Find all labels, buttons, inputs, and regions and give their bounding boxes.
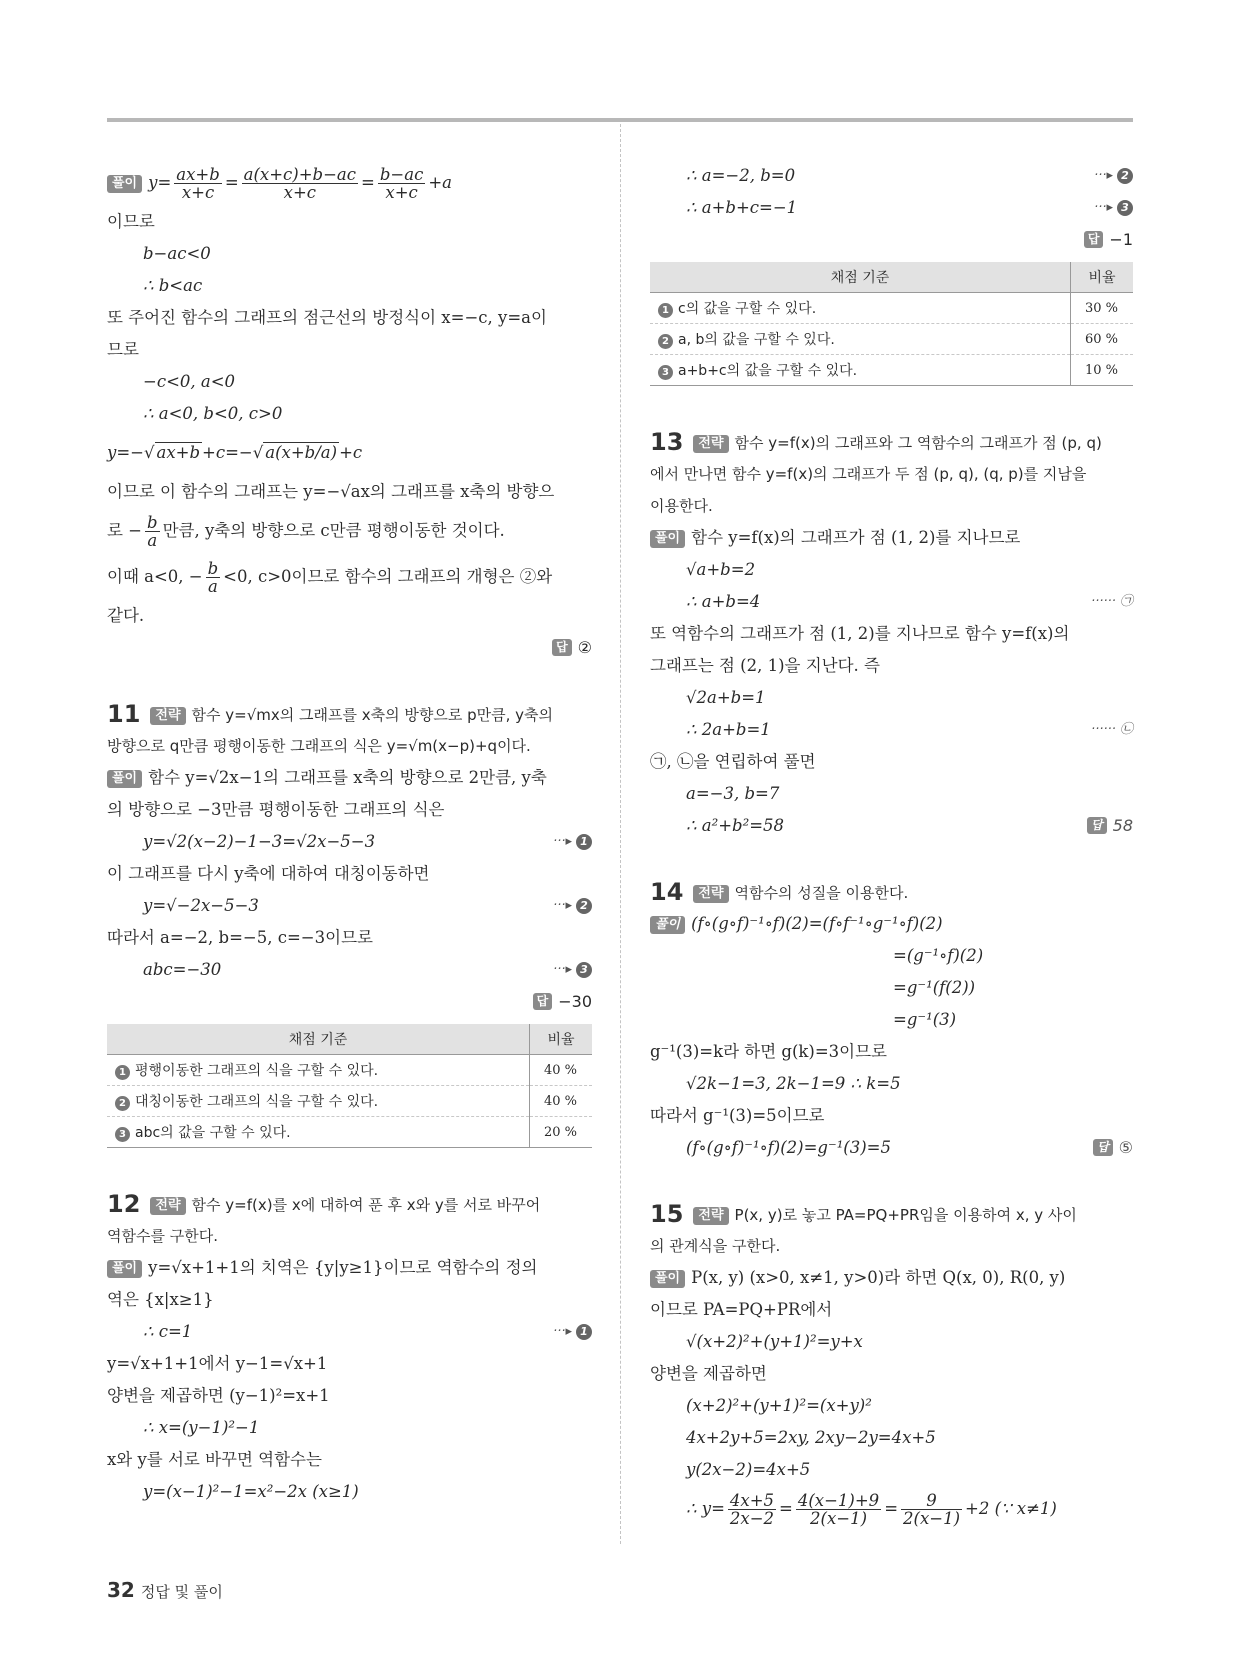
- solution-text: ㉠, ㉡을 연립하여 풀면: [650, 752, 816, 771]
- solution-text: 로 − $\frac{b}{a}$ 만큼, y축의 방향으로 c만큼 평행이동한 것이다.: [107, 513, 505, 550]
- solution-10-line-1: 풀이 y= $\frac{ax+b}{x+c}$ = $\frac{a(x+c)+b-ac}{x+c}$ = $\frac{b-ac}{x+c}$ +a: [107, 160, 592, 206]
- problem-15-strategy: 15 전략 P(x, y)로 놓고 PA=PQ+PR임을 이용하여 x, y 사이: [650, 1200, 1077, 1228]
- problem-number: 11: [107, 700, 141, 728]
- solution-text: (x+2)²+(y+1)²=(x+y)²: [686, 1396, 872, 1415]
- solution-14-line-1: 풀이 (f∘(g∘f)⁻¹∘f)(2)=(f∘f⁻¹∘g⁻¹∘f)(2): [650, 908, 1133, 940]
- solution-text: ∴ a²+b²=58 답 58: [686, 816, 1133, 835]
- solution-text: y(2x−2)=4x+5: [686, 1460, 811, 1479]
- solution-text: 이때 a<0, − $\frac{b}{a}$ <0, c>0이므로 함수의 그래프의 개형은 ②와: [107, 559, 553, 596]
- problem-11-strategy: 11 전략 함수 y=√mx의 그래프를 x축의 방향으로 p만큼, y축의: [107, 700, 554, 728]
- footer-title: 정답 및 풀이: [140, 1583, 223, 1601]
- table-row: 3 abc의 값을 구할 수 있다. 20 %: [107, 1117, 592, 1148]
- solution-text: 따라서 g⁻¹(3)=5이므로: [650, 1106, 825, 1125]
- solution-text: 므로: [107, 340, 139, 359]
- solution-text: 의 방향으로 −3만큼 평행이동한 그래프의 식은: [107, 800, 445, 819]
- answer-10: 답 ②: [107, 632, 592, 664]
- solution-text: b−ac<0: [143, 244, 211, 263]
- solution-text: abc=−30 ···▸ 3: [107, 954, 592, 986]
- solution-text: 양변을 제곱하면 (y−1)²=x+1: [107, 1386, 330, 1405]
- solution-text: ∴ a+b+c=−1 ···▸ 3: [650, 192, 1133, 224]
- strategy-text: 의 관계식을 구한다.: [650, 1237, 781, 1255]
- fraction: $\frac{ax+b}{x+c}$: [176, 165, 220, 202]
- strategy-text: 에서 만나면 함수 y=f(x)의 그래프가 두 점 (p, q), (q, p)를 지남을: [650, 465, 1087, 483]
- solution-text: x와 y를 서로 바꾸면 역함수는: [107, 1450, 322, 1469]
- solution-equation: y=−√ ax+b +c=−√ a(x+b/a) +c: [107, 443, 363, 462]
- solution-tag: 풀이: [107, 175, 142, 193]
- solution-text: ∴ 2a+b=1 ······ ㉡: [686, 720, 1133, 739]
- solution-text: ∴ b<ac: [143, 276, 203, 295]
- problem-number: 12: [107, 1190, 141, 1218]
- solution-text: 이므로 PA=PQ+PR에서: [650, 1300, 833, 1319]
- solution-text: −c<0, a<0: [143, 372, 236, 391]
- solution-text: 따라서 a=−2, b=−5, c=−3이므로: [107, 928, 373, 947]
- fraction: $\frac{4(x-1)+9}{2(x-1)}$: [797, 1491, 880, 1528]
- solution-text: √a+b=2: [686, 560, 756, 579]
- solution-text: 이므로 이 함수의 그래프는 y=−√ax의 그래프를 x축의 방향으: [107, 482, 555, 501]
- solution-12-line-1: 풀이 y=√x+1+1의 치역은 {y|y≥1}이므로 역함수의 정의: [107, 1252, 592, 1284]
- top-rule: [107, 118, 1133, 122]
- solution-11-line-1: 풀이 함수 y=√2x−1의 그래프를 x축의 방향으로 2만큼, y축: [107, 762, 592, 794]
- solution-15-line-1: 풀이 P(x, y) (x>0, x≠1, y>0)라 하면 Q(x, 0), R(0, y): [650, 1262, 1133, 1294]
- solution-text: 또 역함수의 그래프가 점 (1, 2)를 지나므로 함수 y=f(x)의: [650, 624, 1070, 643]
- solution-text: √(x+2)²+(y+1)²=y+x: [686, 1332, 863, 1351]
- solution-text: =g⁻¹(f(2)): [893, 978, 976, 997]
- solution-text: 역은 {x|x≥1}: [107, 1290, 214, 1309]
- fraction: $\frac{9}{2(x-1)}$: [903, 1491, 961, 1528]
- solution-equation: ∴ y= $\frac{4x+5}{2x-2}$ = $\frac{4(x-1)+9}{2(x-1)}$ = $\frac{9}{2(x-1)}$ +2 (∵ x≠1): [686, 1491, 1057, 1528]
- scoring-table-12: 채점 기준 비율 1 c의 값을 구할 수 있다. 30 % 2 a, b의 값을 구할 수 있다. 60 % 3 a+b+c의 값을 구할 수 있다. 10 %: [650, 262, 1133, 386]
- solution-text: y=(x−1)²−1=x²−2x (x≥1): [143, 1482, 359, 1501]
- solution-text: ∴ a<0, b<0, c>0: [143, 404, 283, 423]
- solution-text: =g⁻¹(3): [893, 1010, 957, 1029]
- fraction: $\frac{b}{a}$: [207, 559, 219, 596]
- solution-text: ∴ x=(y−1)²−1: [143, 1418, 260, 1437]
- problem-14-strategy: 14 전략 역함수의 성질을 이용한다.: [650, 878, 909, 906]
- table-row: 1 평행이동한 그래프의 식을 구할 수 있다. 40 %: [107, 1055, 592, 1086]
- scoring-table-11: 채점 기준 비율 1 평행이동한 그래프의 식을 구할 수 있다. 40 % 2 대칭이동한 그래프의 식을 구할 수 있다. 40 % 3 abc의 값을 구할 수 있다. 20 %: [107, 1024, 592, 1148]
- fraction: $\frac{4x+5}{2x-2}$: [729, 1491, 775, 1528]
- solution-text: y=√x+1+1에서 y−1=√x+1: [107, 1354, 328, 1373]
- solution-text: 4x+2y+5=2xy, 2xy−2y=4x+5: [686, 1428, 936, 1447]
- right-column: [650, 160, 1133, 1532]
- fraction: $\frac{b-ac}{x+c}$: [379, 165, 424, 202]
- solution-text: 양변을 제곱하면: [650, 1364, 767, 1383]
- answer-11: 답 −30: [107, 986, 592, 1018]
- solution-text: a=−3, b=7: [686, 784, 780, 803]
- solution-text: ∴ c=1 ···▸ 1: [107, 1316, 592, 1348]
- left-column: [107, 160, 592, 1508]
- fraction: $\frac{b}{a}$: [147, 513, 158, 550]
- solution-text: 같다.: [107, 606, 145, 625]
- table-row: 2 대칭이동한 그래프의 식을 구할 수 있다. 40 %: [107, 1086, 592, 1117]
- solution-text: 이 그래프를 다시 y축에 대하여 대칭이동하면: [107, 864, 430, 883]
- problem-number: 13: [650, 428, 684, 456]
- solution-text: 그래프는 점 (2, 1)을 지난다. 즉: [650, 656, 880, 675]
- strategy-text: 이용한다.: [650, 497, 713, 515]
- problem-12-strategy: 12 전략 함수 y=f(x)를 x에 대하여 푼 후 x와 y를 서로 바꾸어: [107, 1190, 541, 1218]
- table-row: 3 a+b+c의 값을 구할 수 있다. 10 %: [650, 355, 1133, 386]
- solution-text: 또 주어진 함수의 그래프의 점근선의 방정식이 x=−c, y=a이: [107, 308, 547, 327]
- answer-12: 답 −1: [650, 224, 1133, 256]
- problem-number: 15: [650, 1200, 684, 1228]
- solution-text: 이므로: [107, 212, 155, 231]
- solution-text: √2a+b=1: [686, 688, 766, 707]
- table-row: 2 a, b의 값을 구할 수 있다. 60 %: [650, 324, 1133, 355]
- column-divider: [620, 124, 621, 1544]
- problem-13-strategy: 13 전략 함수 y=f(x)의 그래프와 그 역함수의 그래프가 점 (p, q): [650, 428, 1102, 456]
- problem-number: 14: [650, 878, 684, 906]
- solution-text: =(g⁻¹∘f)(2): [893, 946, 984, 965]
- solution-text: √2k−1=3, 2k−1=9 ∴ k=5: [686, 1074, 901, 1093]
- solution-text: (f∘(g∘f)⁻¹∘f)(2)=g⁻¹(3)=5 답 ⑤: [686, 1138, 1133, 1157]
- strategy-text: 방향으로 q만큼 평행이동한 그래프의 식은 y=√m(x−p)+q이다.: [107, 737, 531, 755]
- solution-text: g⁻¹(3)=k라 하면 g(k)=3이므로: [650, 1042, 887, 1061]
- solution-text: ∴ a=−2, b=0 ···▸ 2: [650, 160, 1133, 192]
- solution-text: y=√−2x−5−3 ···▸ 2: [107, 890, 592, 922]
- solution-text: ∴ a+b=4 ······ ㉠: [686, 592, 1133, 611]
- fraction: $\frac{a(x+c)+b-ac}{x+c}$: [243, 165, 357, 202]
- solution-13-line-1: 풀이 함수 y=f(x)의 그래프가 점 (1, 2)를 지나므로: [650, 522, 1133, 554]
- solution-text: y=√2(x−2)−1−3=√2x−5−3 ···▸ 1: [107, 826, 592, 858]
- page-number: 32: [107, 1578, 135, 1602]
- table-row: 1 c의 값을 구할 수 있다. 30 %: [650, 293, 1133, 324]
- strategy-text: 역함수를 구한다.: [107, 1227, 218, 1245]
- page-footer: [107, 1578, 223, 1602]
